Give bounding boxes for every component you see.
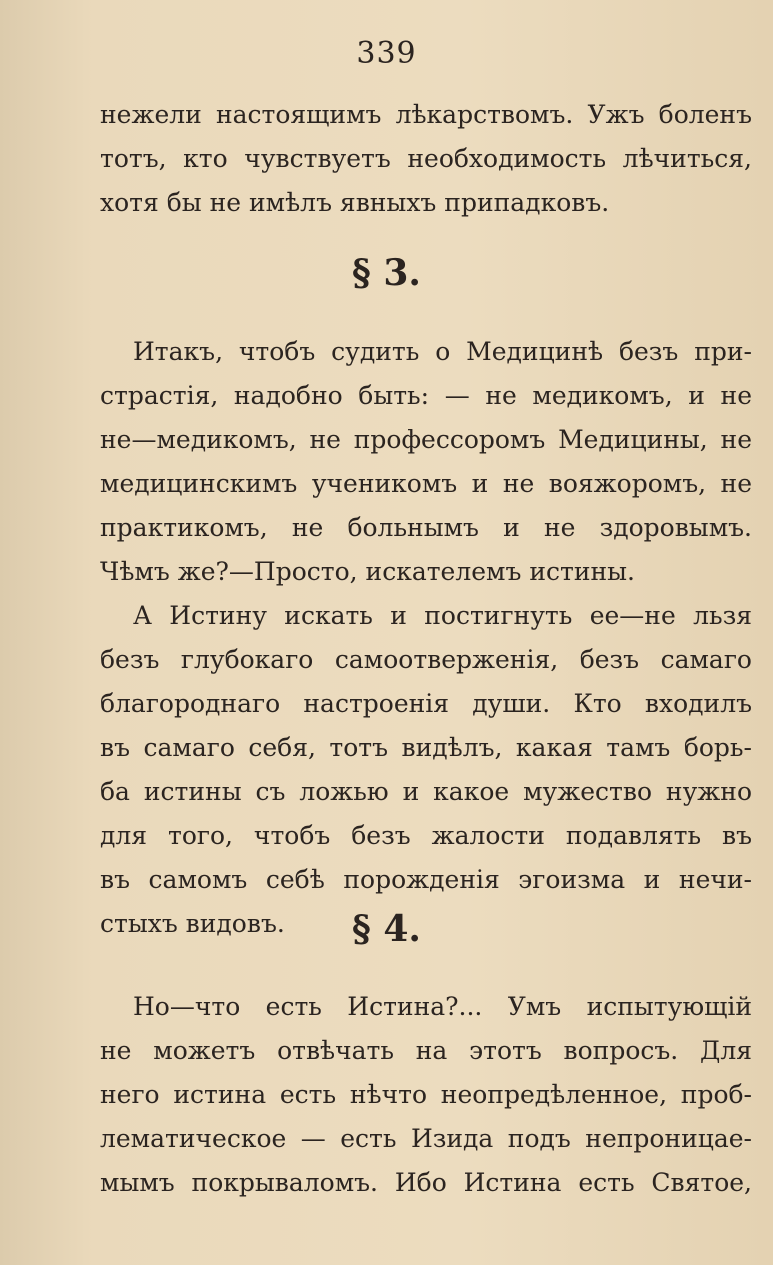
text-line: мымъ покрываломъ. Ибо Истина есть Святое, xyxy=(100,1168,752,1197)
text-line: медицинскимъ ученикомъ и не вояжоромъ, не xyxy=(100,469,752,498)
text-line: Но—что есть Истина?... Умъ испытующій xyxy=(133,992,752,1021)
page-number: 339 xyxy=(356,36,417,71)
text-line: стыхъ видовъ. xyxy=(100,909,285,938)
text-line: нежели настоящимъ лѣкарствомъ. Ужъ боленъ xyxy=(100,100,752,129)
text-line: хотя бы не имѣлъ явныхъ припадковъ. xyxy=(100,188,610,217)
text-line: не—медикомъ, не профессоромъ Медицины, не xyxy=(100,425,752,454)
text-line: въ самаго себя, тотъ видѣлъ, какая тамъ борь- xyxy=(100,733,752,762)
section-heading-3: § 3. xyxy=(352,252,421,294)
text-line: Итакъ, чтобъ судить о Медицинѣ безъ при- xyxy=(133,337,752,366)
text-line: него истина есть нѣчто неопредѣленное, проб- xyxy=(100,1080,752,1109)
text-line: Чѣмъ же?—Просто, искателемъ истины. xyxy=(100,557,635,586)
text-line: практикомъ, не больнымъ и не здоровымъ. xyxy=(100,513,752,542)
text-line: ба истины съ ложью и какое мужество нужно xyxy=(100,777,752,806)
text-line: для того, чтобъ безъ жалости подавлять въ xyxy=(100,821,752,850)
text-line: не можетъ отвѣчать на этотъ вопросъ. Для xyxy=(100,1036,752,1065)
text-line: тотъ, кто чувствуетъ необходимость лѣчиться, xyxy=(100,144,752,173)
text-line: благороднаго настроенія души. Кто входилъ xyxy=(100,689,752,718)
section-4-body xyxy=(100,985,752,1205)
text-line: въ самомъ себѣ порожденія эгоизма и нечи- xyxy=(100,865,752,894)
text-line: безъ глубокаго самоотверженія, безъ самаго xyxy=(100,645,752,674)
text-line: лематическое — есть Изида подъ непроницае- xyxy=(100,1124,752,1153)
section-heading-4: § 4. xyxy=(352,908,421,950)
text-line: страстія, надобно быть: — не медикомъ, и не xyxy=(100,381,752,410)
section-3-body xyxy=(100,330,752,946)
text-line: А Истину искать и постигнуть ее—не льзя xyxy=(133,601,752,630)
paragraph-continuation xyxy=(100,93,752,225)
